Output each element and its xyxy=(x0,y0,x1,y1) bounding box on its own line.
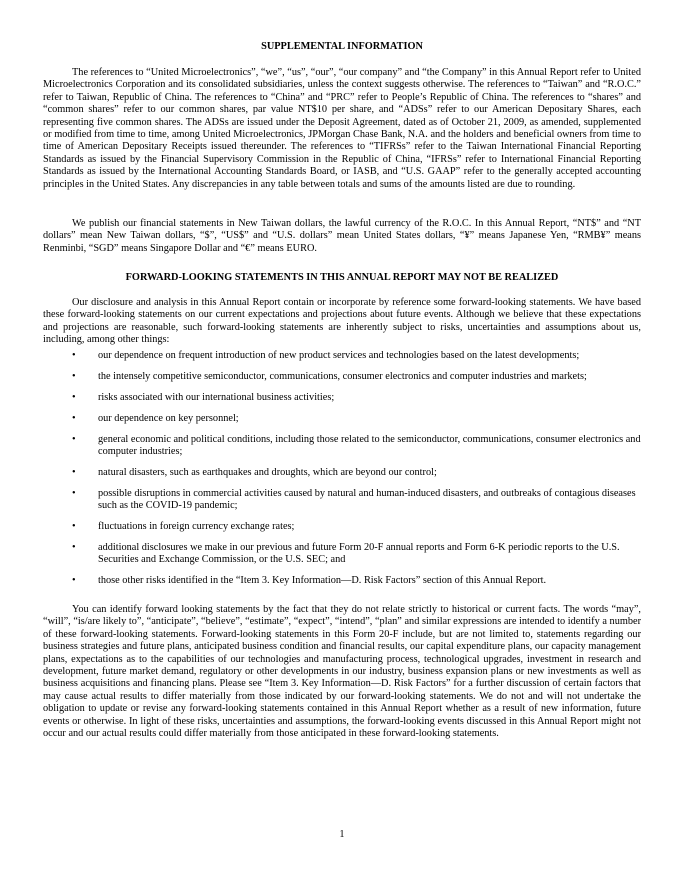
supplemental-heading: SUPPLEMENTAL INFORMATION xyxy=(261,41,423,52)
list-item-text: our dependence on frequent introduction of new product services and technologies based on the latest developments; xyxy=(98,350,580,361)
bullet-icon: • xyxy=(72,487,76,499)
page-number: 1 xyxy=(339,829,345,840)
bullet-icon: • xyxy=(72,521,76,533)
list-item-text: possible disruptions in commercial activities caused by natural and human-induced disasters, and outbreaks of contagious diseases such as the COVID-19 pandemic; xyxy=(98,487,636,512)
bullet-icon: • xyxy=(72,391,76,403)
list-item xyxy=(43,542,641,567)
bullet-icon: • xyxy=(72,542,76,554)
list-item xyxy=(43,521,641,533)
bullet-icon: • xyxy=(72,433,76,445)
list-item-text: risks associated with our international business activities; xyxy=(98,391,335,403)
list-item-text: natural disasters, such as earthquakes and droughts, which are beyond our control; xyxy=(98,466,437,478)
list-item-text: fluctuations in foreign currency exchange rates; xyxy=(98,521,295,533)
bullet-icon: • xyxy=(72,412,76,424)
forward-looking-intro: Our disclosure and analysis in this Annual Report contain or incorporate by reference some forward-looking statements. We have based these forward-looking statements on our current expectations and projections about future events. Although we believe that these expectations and projections are reasonable, such forward-looking statements are inherently subject to risks, uncertainties and assumptions about us, including, among other things: xyxy=(43,297,641,346)
forward-looking-closing: You can identify forward looking statements by the fact that they do not relate strictly to historical or current facts. The words “may”, “will”, “is/are likely to”, “anticipate”, “believe”, “estimate”, “expect”, “intend”, “plan” and similar expressions are intended to identify a number of these forward-looking statements. Forward-looking statements in this Form 20-F include, but are not limited to, statements regarding our business strategies and future plans, anticipated business condition and financial results, our capital expenditure plans, our capacity management plans, expectations as to the capabilities of our technologies and manufacturing process, technological upgrades, investment in research and development, future market demand, regulatory or other developments in our industry, business expansion plans or new investments as well as business acquisitions and financing plans. Please see “Item 3. Key Information—D. Risk Factors” for a further discussion of certain factors that may cause actual results to differ materially from those indicated by our forward-looking statements. We do not and will not undertake the obligation to update or revise any forward-looking statements contained in this Annual Report whether as a result of new information, future events or otherwise. In light of these risks, uncertainties and assumptions, the forward-looking events discussed in this Annual Report might not occur and our actual results could differ materially from those anticipated in these forward-looking statements. xyxy=(43,604,641,740)
list-item xyxy=(43,467,641,479)
list-item-text: general economic and political conditions, including those related to the semiconductor, communications, consumer electronics and computer industries; xyxy=(98,433,641,458)
list-item-text: additional disclosures we make in our previous and future Form 20-F annual reports and Form 6-K periodic reports to the U.S. Securities and Exchange Commission, or the U.S. SEC; and xyxy=(98,542,620,566)
forward-looking-heading: FORWARD-LOOKING STATEMENTS IN THIS ANNUAL REPORT MAY NOT BE REALIZED xyxy=(125,272,559,283)
list-item-text: our dependence on key personnel; xyxy=(98,412,239,424)
risk-list xyxy=(43,350,641,596)
bullet-icon: • xyxy=(72,350,76,361)
list-item-text: those other risks identified in the “Item 3. Key Information—D. Risk Factors” section of this Annual Report. xyxy=(98,575,547,587)
list-item xyxy=(43,371,641,383)
list-item-text: the intensely competitive semiconductor, communications, consumer electronics and computer industries and markets; xyxy=(98,370,587,382)
list-item xyxy=(43,434,641,459)
supplemental-paragraph-2: We publish our financial statements in New Taiwan dollars, the lawful currency of the R.O.C. In this Annual Report, “NT$” and “NT dollars” mean New Taiwan dollars, “$”, “US$” and “U.S. dollars” mean United States dollars, “¥” means Japanese Yen, “RMB¥” means Renminbi, “SGD” means Singapore Dollar and “€” means EURO. xyxy=(43,218,641,254)
list-item xyxy=(43,488,641,513)
list-item xyxy=(43,575,641,587)
list-item xyxy=(43,413,641,425)
list-item xyxy=(43,350,641,362)
bullet-icon: • xyxy=(72,370,76,382)
bullet-icon: • xyxy=(72,466,76,478)
list-item xyxy=(43,392,641,404)
bullet-icon: • xyxy=(72,575,76,587)
supplemental-paragraph-1: The references to “United Microelectronics”, “we”, “us”, “our”, “our company” and “the Company” in this Annual Report refer to United Microelectronics Corporation and its consolidated subsidiaries, unless the context suggests otherwise. The references to “Taiwan” and “R.O.C.” refer to Taiwan, Republic of China. The references to “China” and “PRC” refer to People’s Republic of China. The references to “shares” and “common shares” refer to our common shares, par value NT$10 per share, and “ADSs” refer to our American Depositary Shares, each representing five common shares. The ADSs are issued under the Deposit Agreement, dated as of October 21, 2009, as amended, supplemented or modified from time to time, among United Microelectronics, JPMorgan Chase Bank, N.A. and the holders and beneficial owners from time to time of American Depositary Receipts issued thereunder. The references to “TIFRSs” refer to the Taiwan International Financial Reporting Standards as issued by the Financial Supervisory Commission in the Republic of China, “IFRSs” refer to International Financial Reporting Standards as issued by the International Accounting Standards Board, or IASB, and “U.S. GAAP” refer to the generally accepted accounting principles in the United States. Any discrepancies in any table between totals and sums of the amounts listed are due to rounding. xyxy=(43,67,641,190)
